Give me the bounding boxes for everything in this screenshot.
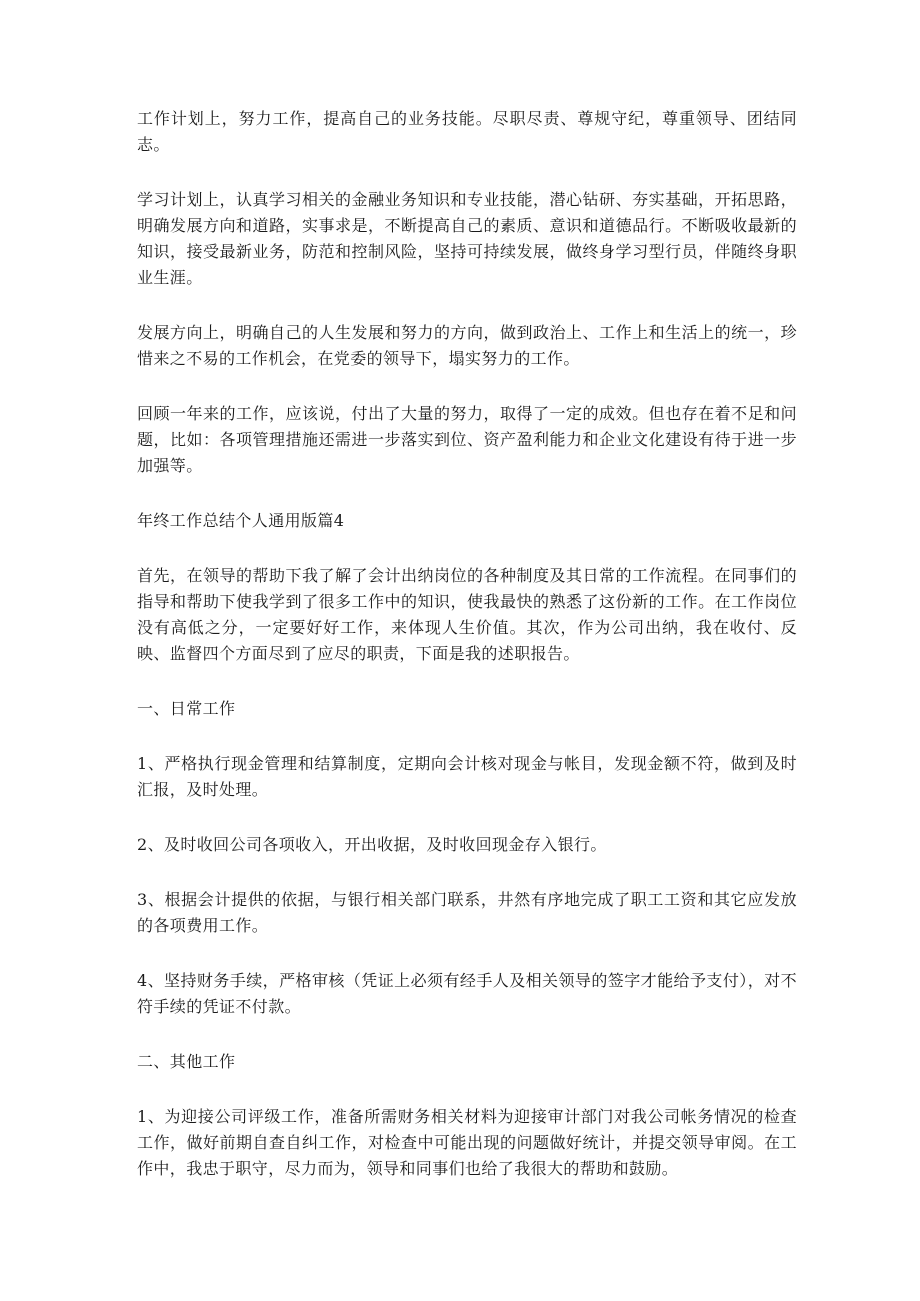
subheading-daily-work: 一、日常工作 <box>137 699 236 718</box>
paragraph-review: 回顾一年来的工作，应该说，付出了大量的努力，取得了一定的成效。但也存在着不足和问题，比如：各项管理措施还需进一步落实到位、资产盈利能力和企业文化建设有待于进一步加强等。 <box>137 404 797 475</box>
list-item-4: 4、坚持财务手续，严格审核（凭证上必须有经手人及相关领导的签字才能给予支付），对不符手续的凭证不付款。 <box>137 971 797 1016</box>
other-list-item-1: 1、为迎接公司评级工作，准备所需财务相关材料为迎接审计部门对我公司帐务情况的检查工作，做好前期自查自纠工作，对检查中可能出现的问题做好统计，并提交领导审阅。在工作中，我忠于职守，尽力而为，领导和同事们也给了我很大的帮助和鼓励。 <box>137 1107 797 1178</box>
subheading-other-work: 二、其他工作 <box>137 1052 236 1071</box>
document-page <box>137 106 797 1211</box>
paragraph-intro: 首先，在领导的帮助下我了解了会计出纳岗位的各种制度及其日常的工作流程。在同事们的指导和帮助下使我学到了很多工作中的知识，使我最快的熟悉了这份新的工作。在工作岗位没有高低之分，一定要好好工作，来体现人生价值。其次，作为公司出纳，我在收付、反映、监督四个方面尽到了应尽的职责，下面是我的述职报告。 <box>137 566 797 663</box>
paragraph-development: 发展方向上，明确自己的人生发展和努力的方向，做到政治上、工作上和生活上的统一，珍惜来之不易的工作机会，在党委的领导下，塌实努力的工作。 <box>137 323 797 368</box>
list-item-2: 2、及时收回公司各项收入，开出收据，及时收回现金存入银行。 <box>137 835 607 854</box>
paragraph-work-plan: 工作计划上，努力工作，提高自己的业务技能。尽职尽责、尊规守纪，尊重领导、团结同志。 <box>137 109 797 154</box>
section-title: 年终工作总结个人通用版篇4 <box>137 511 345 530</box>
list-item-1: 1、严格执行现金管理和结算制度，定期向会计核对现金与帐目，发现金额不符，做到及时汇报，及时处理。 <box>137 754 797 799</box>
list-item-3: 3、根据会计提供的依据，与银行相关部门联系，井然有序地完成了职工工资和其它应发放的各项费用工作。 <box>137 890 797 935</box>
paragraph-study-plan: 学习计划上，认真学习相关的金融业务知识和专业技能，潜心钻研、夯实基础，开拓思路，明确发展方向和道路，实事求是，不断提高自己的素质、意识和道德品行。不断吸收最新的知识，接受最新业务，防范和控制风险，坚持可持续发展，做终身学习型行员，伴随终身职业生涯。 <box>137 190 797 287</box>
